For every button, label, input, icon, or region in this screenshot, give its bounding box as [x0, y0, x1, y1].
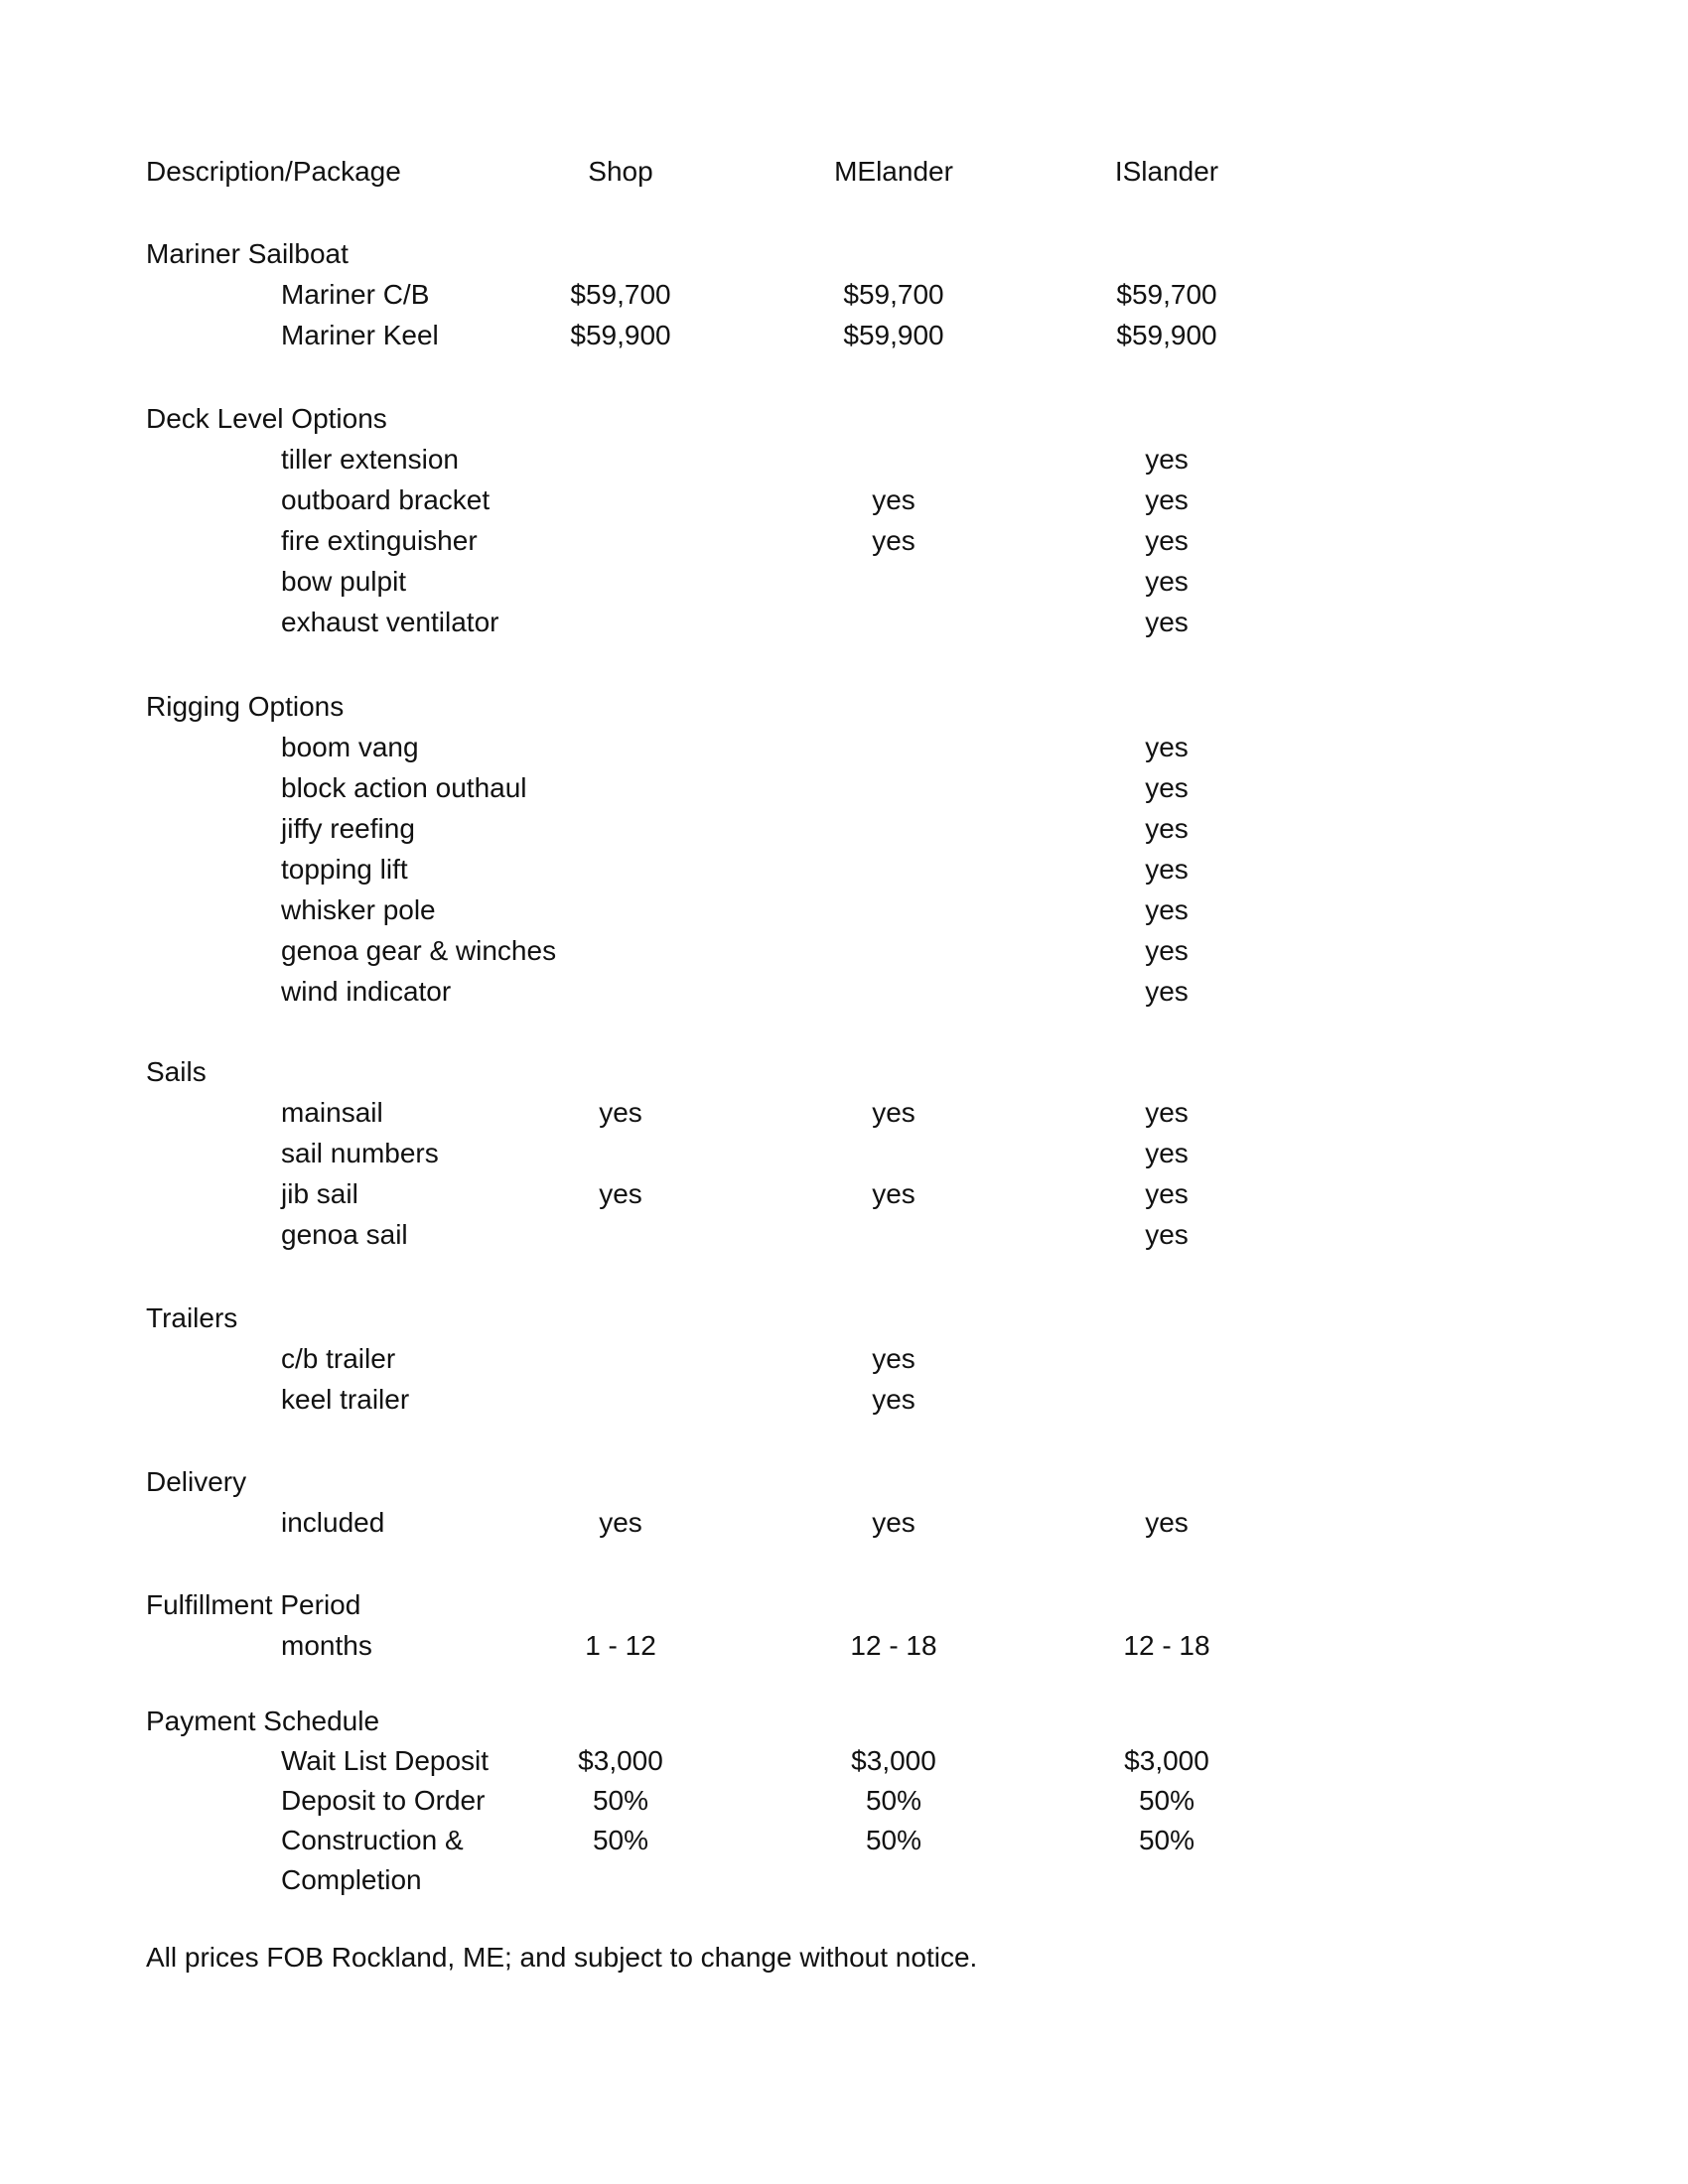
row-label: Completion [281, 1864, 422, 1895]
row-label: wind indicator [281, 976, 452, 1007]
row-value-islander: $59,700 [1116, 279, 1217, 310]
row-label: Mariner C/B [281, 279, 430, 310]
row-label: tiller extension [281, 444, 459, 475]
row-value-islander: yes [1145, 935, 1189, 966]
row-value-islander: yes [1145, 1097, 1189, 1128]
row-value-shop: 50% [592, 1785, 649, 1816]
row-label: jiffy reefing [281, 813, 415, 844]
section-title: Deck Level Options [146, 403, 387, 434]
row-label: exhaust ventilator [281, 607, 499, 637]
row-label: Wait List Deposit [281, 1745, 490, 1776]
row-label: sail numbers [281, 1138, 439, 1168]
header-col-shop: Shop [588, 156, 653, 187]
row-value-islander: yes [1145, 444, 1189, 475]
row-value-melander: yes [872, 525, 915, 556]
row-value-islander: yes [1145, 813, 1189, 844]
row-label: whisker pole [281, 894, 436, 925]
header-col-islander: ISlander [1114, 156, 1219, 187]
section-title: Delivery [146, 1466, 247, 1497]
row-value-shop: yes [599, 1507, 642, 1538]
row-value-shop: $59,700 [570, 279, 671, 310]
row-value-islander: yes [1145, 1178, 1189, 1209]
row-value-islander: yes [1145, 894, 1189, 925]
row-value-melander: 50% [865, 1785, 922, 1816]
row-label: genoa gear & winches [281, 935, 557, 966]
row-value-shop: 50% [592, 1825, 649, 1855]
row-value-islander: yes [1145, 732, 1189, 762]
header-description: Description/Package [146, 156, 401, 187]
row-value-islander: yes [1145, 566, 1189, 597]
row-label: included [281, 1507, 385, 1538]
section-title: Fulfillment Period [146, 1589, 361, 1620]
row-value-islander: yes [1145, 484, 1189, 515]
row-value-melander: $59,900 [843, 320, 944, 350]
row-label: keel trailer [281, 1384, 410, 1415]
row-label: topping lift [281, 854, 408, 885]
row-value-melander: yes [872, 1384, 915, 1415]
row-label: c/b trailer [281, 1343, 396, 1374]
row-value-melander: yes [872, 1178, 915, 1209]
row-value-islander: yes [1145, 1219, 1189, 1250]
row-value-melander: 50% [865, 1825, 922, 1855]
row-value-islander: $3,000 [1124, 1745, 1209, 1776]
row-label: outboard bracket [281, 484, 491, 515]
row-value-melander: $59,700 [843, 279, 944, 310]
section-title: Rigging Options [146, 691, 345, 722]
section-title: Payment Schedule [146, 1706, 380, 1736]
row-value-islander: yes [1145, 976, 1189, 1007]
row-value-islander: $59,900 [1116, 320, 1217, 350]
row-value-islander: 50% [1138, 1825, 1196, 1855]
row-label: bow pulpit [281, 566, 407, 597]
row-value-melander: 12 - 18 [850, 1630, 937, 1661]
row-value-shop: $59,900 [570, 320, 671, 350]
row-value-shop: 1 - 12 [585, 1630, 656, 1661]
row-value-islander: yes [1145, 525, 1189, 556]
row-value-islander: yes [1145, 854, 1189, 885]
header-col-melander: MElander [834, 156, 953, 187]
row-value-shop: yes [599, 1178, 642, 1209]
row-value-shop: $3,000 [578, 1745, 663, 1776]
row-label: mainsail [281, 1097, 383, 1128]
row-label: Mariner Keel [281, 320, 439, 350]
section-title: Sails [146, 1056, 207, 1087]
row-label: block action outhaul [281, 772, 527, 803]
row-value-melander: yes [872, 484, 915, 515]
row-value-islander: yes [1145, 1507, 1189, 1538]
row-value-shop: yes [599, 1097, 642, 1128]
row-label: Deposit to Order [281, 1785, 486, 1816]
section-title: Trailers [146, 1302, 238, 1333]
row-value-islander: 12 - 18 [1123, 1630, 1210, 1661]
row-value-islander: yes [1145, 772, 1189, 803]
row-label: jib sail [281, 1178, 358, 1209]
row-label: fire extinguisher [281, 525, 478, 556]
row-value-melander: yes [872, 1507, 915, 1538]
row-value-melander: yes [872, 1097, 915, 1128]
row-value-melander: $3,000 [851, 1745, 936, 1776]
row-label: Construction & [281, 1825, 464, 1855]
row-label: months [281, 1630, 372, 1661]
row-value-islander: yes [1145, 1138, 1189, 1168]
row-value-islander: 50% [1138, 1785, 1196, 1816]
row-label: genoa sail [281, 1219, 408, 1250]
row-value-melander: yes [872, 1343, 915, 1374]
footer-note: All prices FOB Rockland, ME; and subject to change without notice. [146, 1942, 978, 1973]
row-value-islander: yes [1145, 607, 1189, 637]
row-label: boom vang [281, 732, 419, 762]
section-title: Mariner Sailboat [146, 238, 349, 269]
